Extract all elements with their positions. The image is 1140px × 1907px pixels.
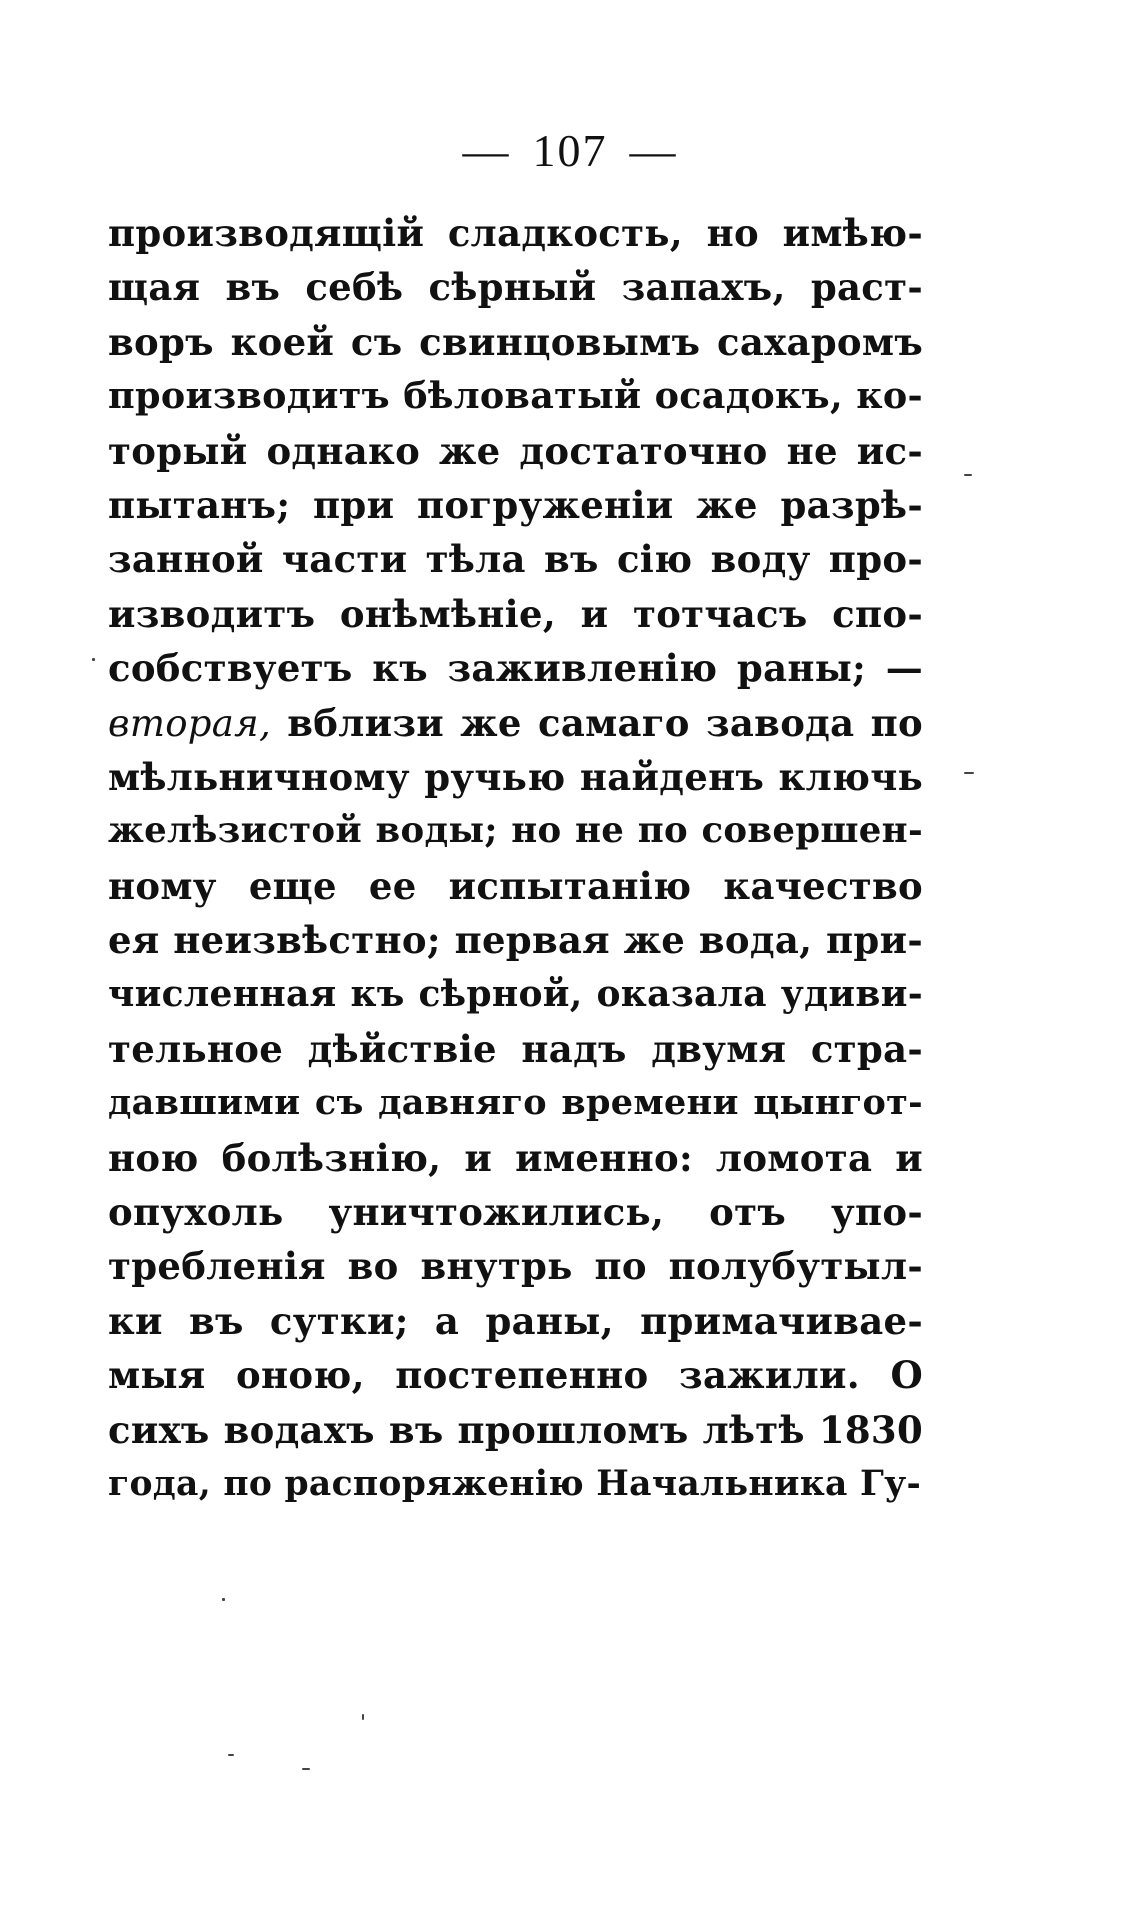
page-number: 107 [532,125,608,176]
print-speck [228,1754,234,1756]
text-line: мѣльничному ручью найденъ ключь [108,754,923,799]
text-line-last: года, по распоряженію Начальника Гу- [108,1463,922,1504]
text-line: ною болѣзнію, и именно: ломота и [108,1135,923,1180]
text-line: производящій сладкость, но имѣю- [108,211,923,255]
text-line: ки въ сутки; а раны, примачивае- [108,1298,923,1343]
text-line: щая въ себѣ сѣрный запахъ, раст- [108,265,923,310]
text-line: пытанъ; при погруженіи же разрѣ- [108,482,923,527]
text-line: ному еще ее испытанію качество [108,863,923,908]
text-line-with-italic [108,696,923,750]
text-line: производитъ бѣловатый осадокъ, ко- [108,374,923,418]
text-line: желѣзистой воды; но не по совершен- [108,810,923,852]
text-line: собствуетъ къ заживленію раны; — [108,646,923,691]
print-speck [964,474,972,476]
body-text [108,206,923,1511]
page-number-dash-left: — [462,125,511,176]
print-speck [302,1768,310,1770]
text-line: численная къ сѣрной, оказала удиви- [108,973,923,1016]
text-line: требленія во внутрь по полубутыл- [108,1244,923,1289]
italic-word: вторая, [108,701,271,745]
print-speck [362,1714,364,1720]
page-number-header [0,125,1140,176]
print-speck [92,658,95,661]
text-line: изводитъ онѣмѣніе, и тотчасъ спо- [108,591,923,636]
text-line: опухоль уничтожились, отъ упо- [108,1190,923,1235]
text-line: занной части тѣла въ сію воду про- [108,537,923,582]
text-line: тельное дѣйствіе надъ двумя стра- [108,1026,923,1071]
page-number-dash-right: — [629,125,678,176]
print-speck [222,1598,225,1601]
text-line: сихъ водахъ въ прошломъ лѣтѣ 1830 [108,1407,923,1452]
text-line: мыя оною, постепенно зажили. О [108,1353,923,1398]
text-line: воръ коей съ свинцовымъ сахаромъ [108,319,923,364]
text-line: торый однако же достаточно не ис- [108,428,923,473]
text-line: давшими съ давняго времени цынгот- [108,1082,923,1124]
text-line-rest: вблизи же самаго завода по [287,700,924,745]
print-speck [964,772,974,774]
text-line: ея неизвѣстно; первая же вода, при- [108,918,923,963]
